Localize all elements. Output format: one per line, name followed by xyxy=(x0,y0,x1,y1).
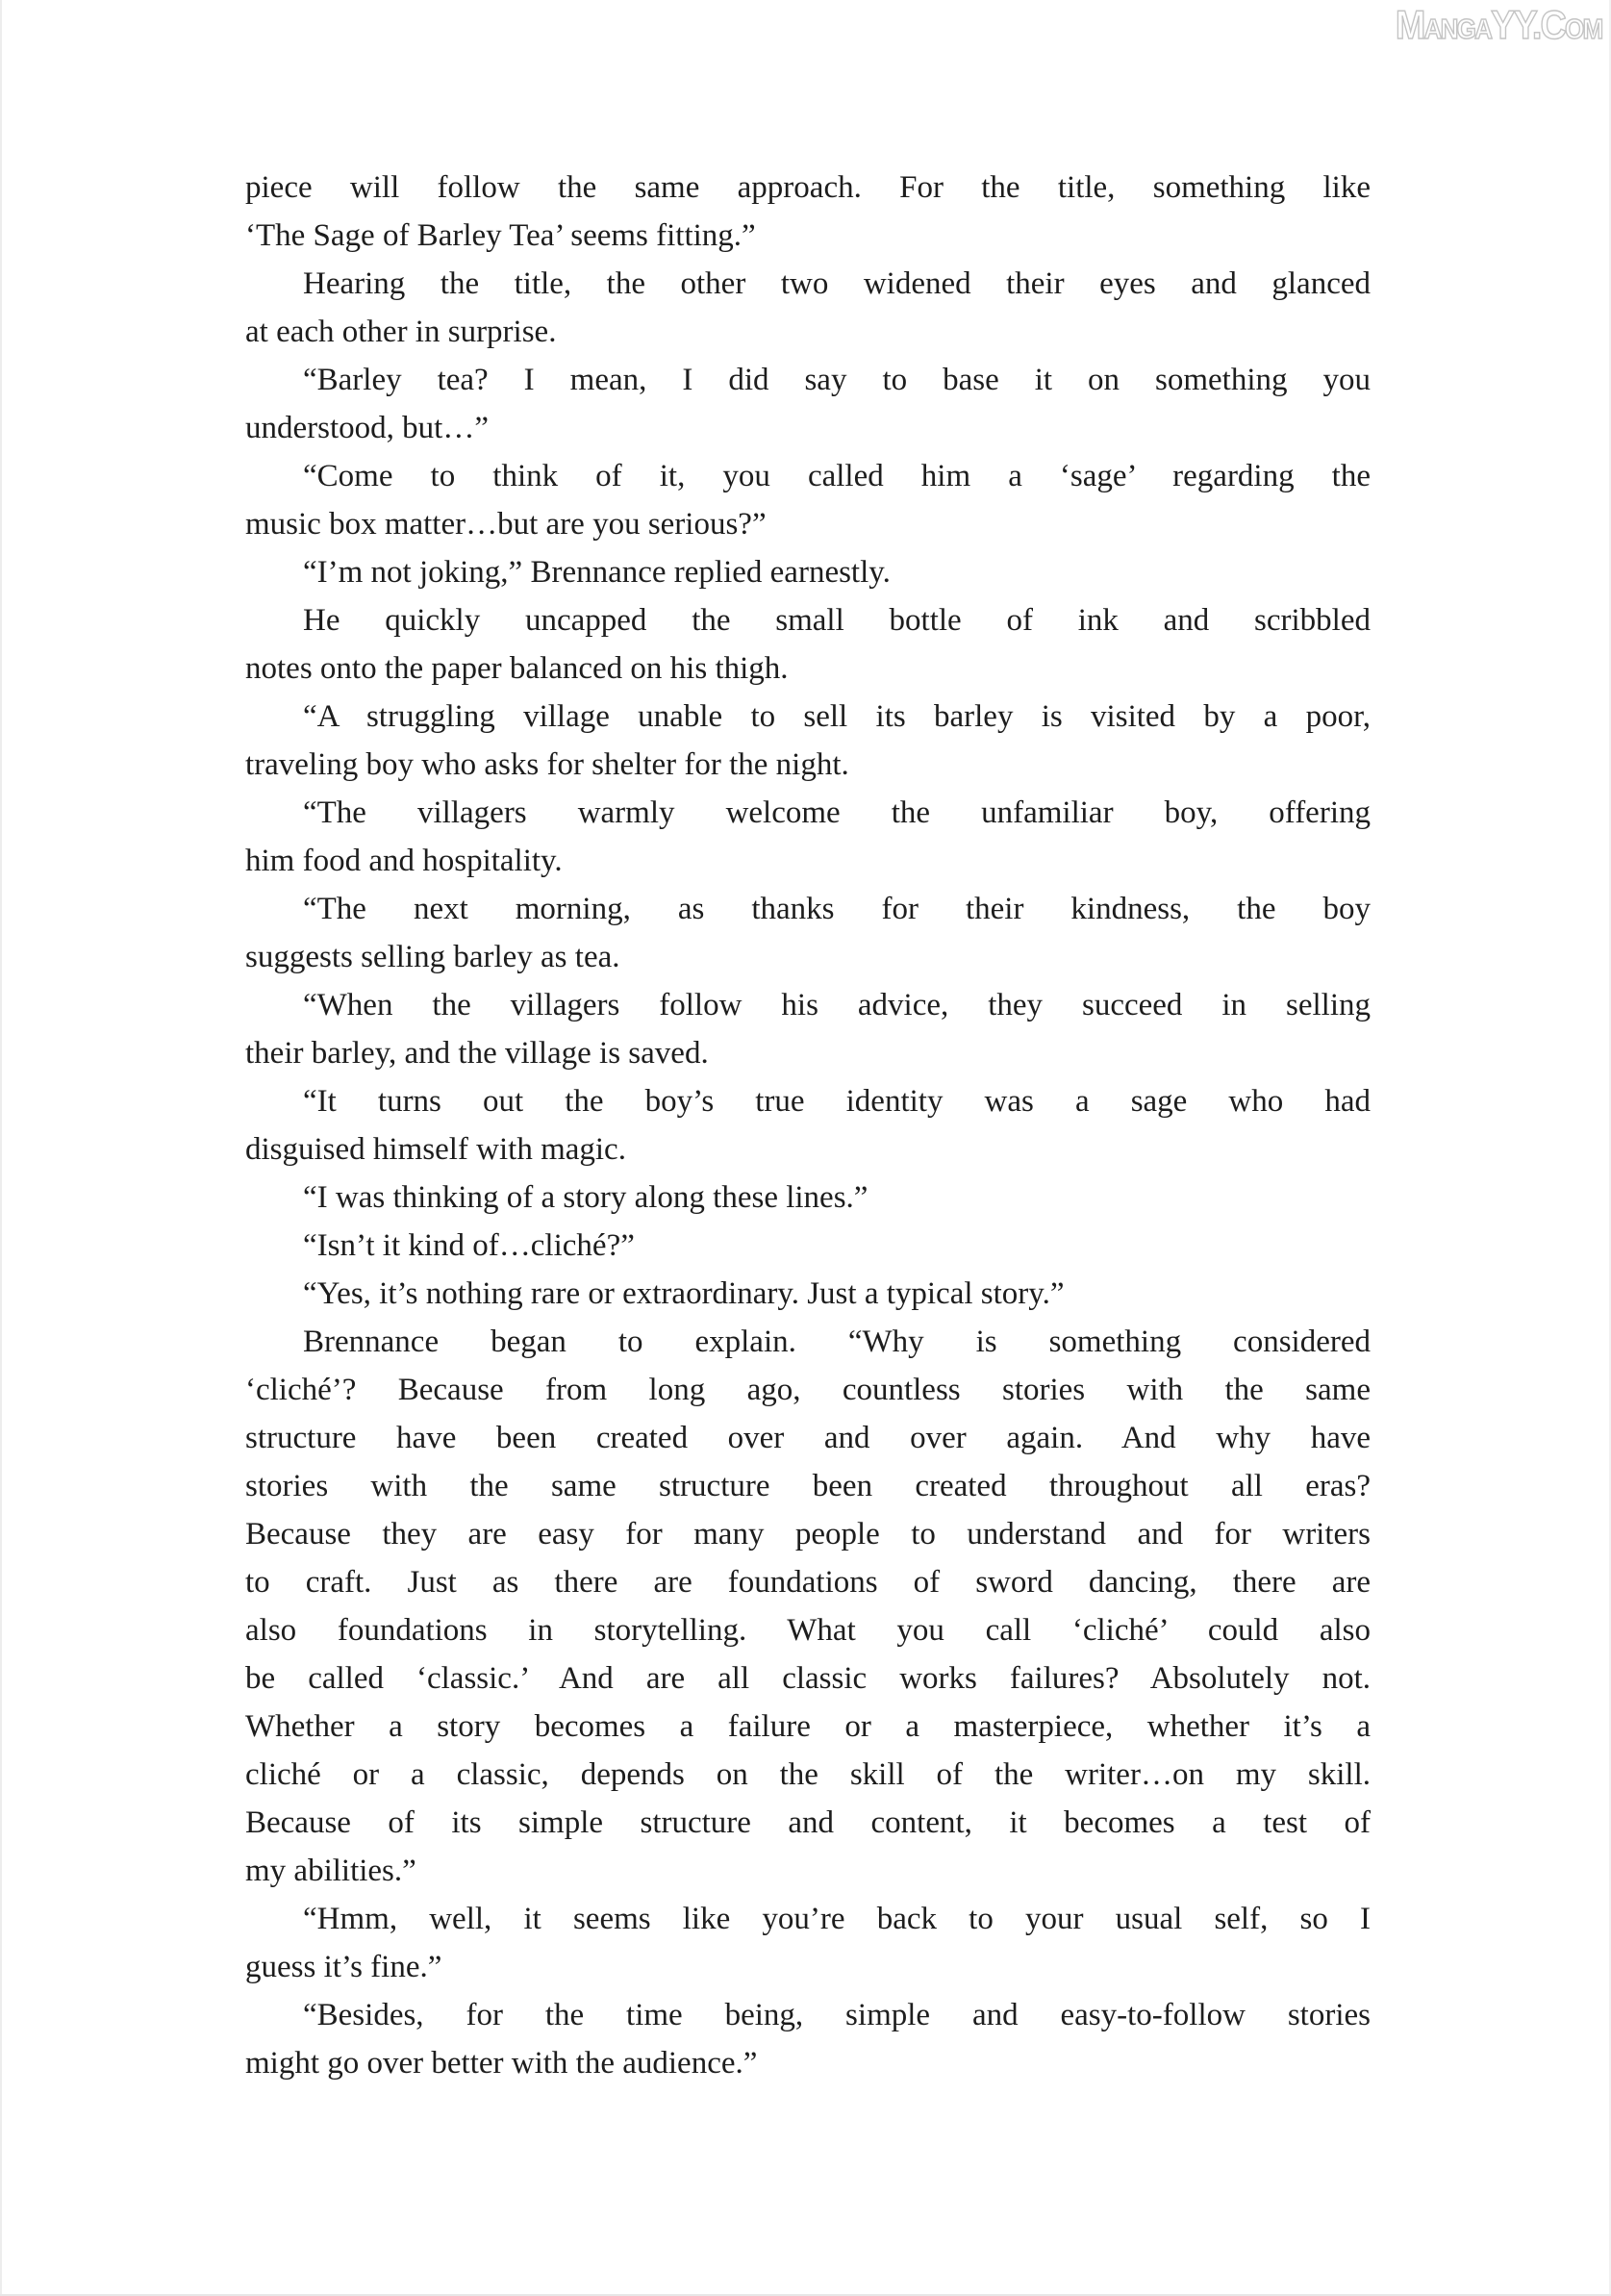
text-line: to craft. Just as there are foundations of sword dancing, there are xyxy=(245,1565,1371,1600)
text-line: disguised himself with magic. xyxy=(245,1132,626,1167)
text-line: cliché or a classic, depends on the skill of the writer…on my skill. xyxy=(245,1757,1371,1792)
text-line: “Barley tea? I mean, I did say to base it on something you xyxy=(303,363,1371,397)
text-line: “Hmm, well, it seems like you’re back to your usual self, so I xyxy=(303,1902,1371,1936)
text-line: my abilities.” xyxy=(245,1854,416,1888)
text-line: “Yes, it’s nothing rare or extraordinary. Just a typical story.” xyxy=(303,1276,1065,1311)
text-line: music box matter…but are you serious?” xyxy=(245,507,767,542)
text-line: “Besides, for the time being, simple and easy-to-follow stories xyxy=(303,1998,1371,2032)
text-line: “I was thinking of a story along these lines.” xyxy=(303,1180,868,1215)
text-line: “It turns out the boy’s true identity was a sage who had xyxy=(303,1084,1371,1119)
text-line: “Isn’t it kind of…cliché?” xyxy=(303,1228,635,1263)
text-line: traveling boy who asks for shelter for the night. xyxy=(245,747,849,782)
text-line: stories with the same structure been created throughout all eras? xyxy=(245,1469,1371,1503)
text-line: ‘cliché’? Because from long ago, countless stories with the same xyxy=(245,1373,1371,1407)
text-line: might go over better with the audience.” xyxy=(245,2046,758,2081)
text-line: structure have been created over and over again. And why have xyxy=(245,1421,1371,1455)
text-line: “Come to think of it, you called him a ‘sage’ regarding the xyxy=(303,459,1371,493)
site-watermark-logo: MangaYY.Com xyxy=(1395,2,1601,47)
text-line: piece will follow the same approach. For the title, something like xyxy=(245,170,1371,205)
text-line: Whether a story becomes a failure or a masterpiece, whether it’s a xyxy=(245,1709,1371,1744)
text-line: Because of its simple structure and content, it becomes a test of xyxy=(245,1805,1371,1840)
page-edge-left xyxy=(0,0,2,2296)
text-line: their barley, and the village is saved. xyxy=(245,1036,709,1071)
text-line: understood, but…” xyxy=(245,411,489,445)
text-line: be called ‘classic.’ And are all classic works failures? Absolutely not. xyxy=(245,1661,1371,1696)
text-line: “The villagers warmly welcome the unfamiliar boy, offering xyxy=(303,795,1371,830)
text-line: also foundations in storytelling. What you call ‘cliché’ could also xyxy=(245,1613,1371,1648)
text-line: “I’m not joking,” Brennance replied earnestly. xyxy=(303,555,891,590)
text-line: “A struggling village unable to sell its barley is visited by a poor, xyxy=(303,699,1371,734)
text-line: Hearing the title, the other two widened their eyes and glanced xyxy=(303,266,1371,301)
text-line: notes onto the paper balanced on his thigh. xyxy=(245,651,789,686)
text-line: guess it’s fine.” xyxy=(245,1950,442,1984)
text-line: him food and hospitality. xyxy=(245,844,563,878)
text-line: “When the villagers follow his advice, they succeed in selling xyxy=(303,988,1371,1022)
text-line: “The next morning, as thanks for their kindness, the boy xyxy=(303,892,1371,926)
novel-body-text xyxy=(245,164,1371,2087)
text-line: ‘The Sage of Barley Tea’ seems fitting.” xyxy=(245,218,756,253)
text-line: Brennance began to explain. “Why is something considered xyxy=(303,1325,1371,1359)
text-line: Because they are easy for many people to understand and for writers xyxy=(245,1517,1371,1552)
text-line: suggests selling barley as tea. xyxy=(245,940,620,974)
text-line: at each other in surprise. xyxy=(245,315,557,349)
text-line: He quickly uncapped the small bottle of ink and scribbled xyxy=(303,603,1371,638)
